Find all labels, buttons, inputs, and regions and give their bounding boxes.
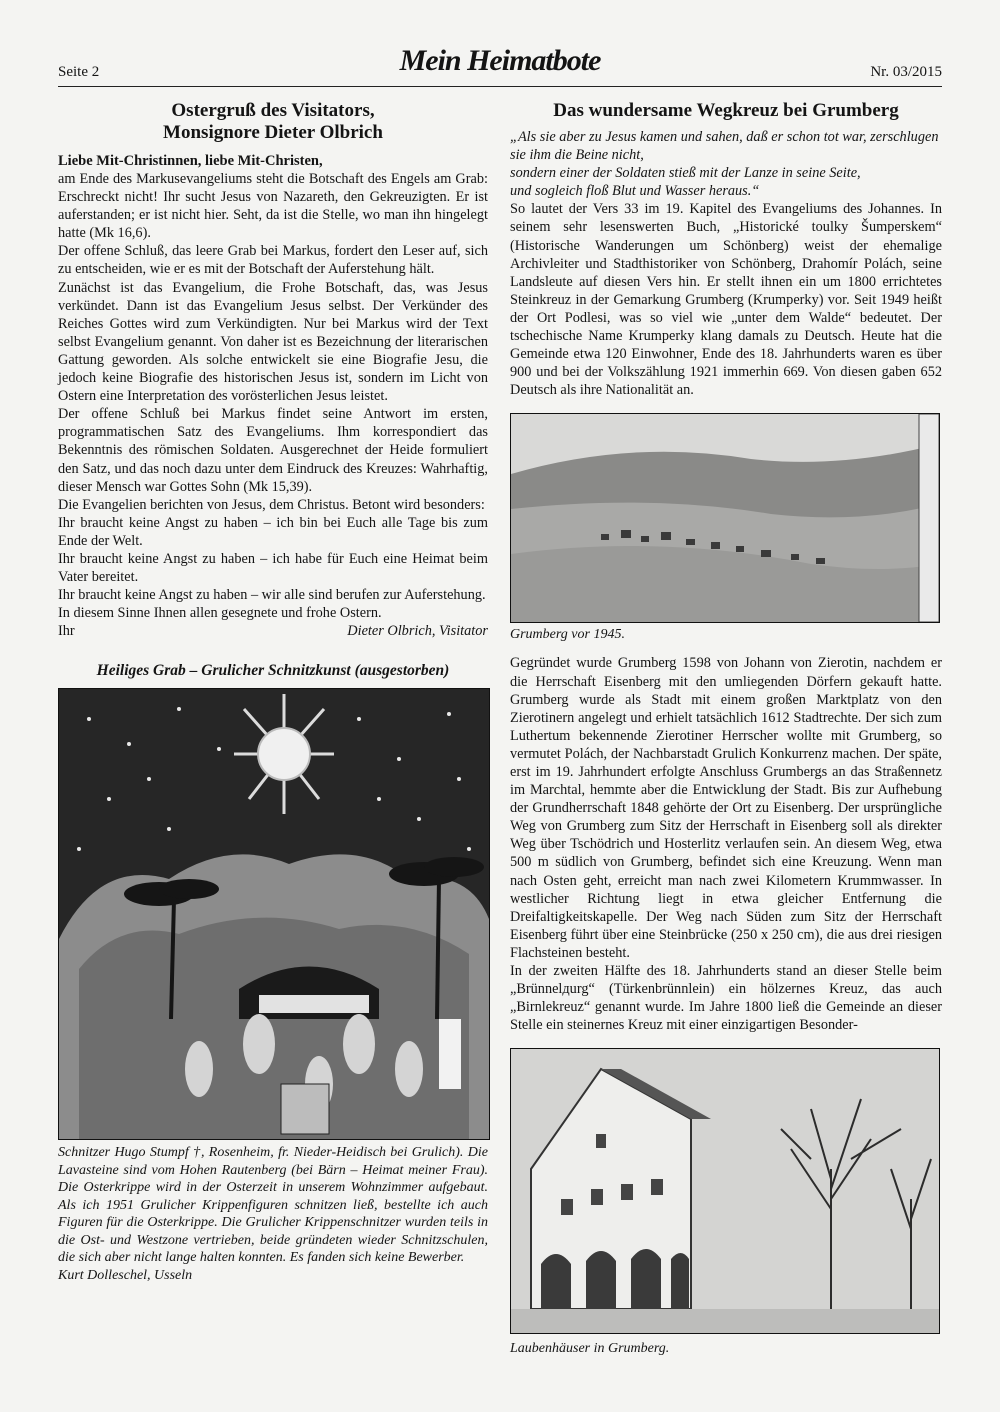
arcade-houses-illustration [511,1049,939,1333]
right-column [510,100,942,1368]
grumberg-photo-caption: Grumberg vor 1945. [510,627,625,643]
grumberg-village-photo [510,413,940,623]
holy-grave-caption: Schnitzer Hugo Stumpf †, Rosenheim, fr. Nieder-Heidisch bei Grulich). Die Lavasteine sind vom Hohen Rautenberg (bei Bärn – Heimat meiner Frau). Die Osterkrippe wird in der Osterzeit in unserem Wohnzimmer aufgebaut. Als ich 1951 Grulicher Krippenfiguren schnitzen ließ, bestellte ich auch Figuren für die Osterkrippe. Die Grulicher Krippenschnitzer wurden teils in die Ost- und Westzone vertrieben, beide gründeten wieder Schnitzschulen, die sich aber nicht lange halten konnten. Es fanden sich keine Bewerber. [58,1145,488,1266]
bible-quote: „Als sie aber zu Jesus kamen und sahen, daß er schon tot war, zerschlugen sie ihm die Beine nicht, sondern einer der Soldaten stieß mit der Lanze in seine Seite, und sogleich floß Blut und Wasser heraus.“ [510,129,939,200]
easter-greeting-body: am Ende des Markusevangeliums steht die Botschaft des Engels am Grab: Erschreckt nicht! Ihr sucht Jesus von Nazareth, den Gekreuzigten. Er ist auferstanden; er ist nicht hier. Seht, da ist die Stelle, wo man ihn hingelegt hatte (Mk 16,6). Der offene Schluß, das leere Grab bei Markus, fordert den Leser auf, sich zu entscheiden, wie er es mit der Botschaft der Auferstehung hält. Zunächst ist das Evangelium, die Frohe Botschaft, das, was Jesus verkündet. Dann ist das Evangelium Jesus selbst. Der Verkünder des Reiches Gottes wird zum Verkündigten. Nur bei Markus wird der Text selbst Evangelium genannt. Von daher ist es Bezeichnung der literarischen Gattung geworden. Als solche entwickelt sie eine Biografie Jesu, die jedoch keine Biografie des historischen Jesus ist, sondern im Licht von Ostern eine Interpretation des vorösterlichen Jesus leistet. Der offene Schluß bei Markus findet seine Antwort im ersten, programmatischen Satz des Evangeliums. Ihm korrespondiert das Bekenntnis des römischen Soldaten. Ausgerechnet der Heide formuliert den Satz, und das noch dazu unter dem Eindruck des Kreuzes: Wahrhaftig, dieser Mensch war Gottes Sohn (Mk 15,39). Die Evangelien berichten von Jesus, dem Christus. Betont wird besonders: Ihr braucht keine Angst zu haben – ich bin bei Euch alle Tage bis zum Ende der Welt. Ihr braucht keine Angst zu haben – ich habe für Euch eine Heimat beim Vater bereitet. Ihr braucht keine Angst zu haben – wir alle sind berufen zur Auferstehung. In diesem Sinne Ihnen allen gesegnete und frohe Ostern. [58,171,488,622]
holy-grave-illustration [59,689,489,1139]
grumberg-history: Gegründet wurde Grumberg 1598 von Johann von Zierotin, nachdem er die Herrschaft Eisenberg mit den umliegenden Dörfern gekauft hatte. Grumberg wurde als Stadt mit einem großen Marktplatz von den Zierotinern angelegt und erhielt tatsächlich 1612 Stadtrechte. Der sich zum Luthertum bekennende Zierotiner Herrscher wollte mit Grumberg, so vermutet Polách, der Nachbarstadt Grulich Konkurrenz machen. Der späte, erst im 19. Jahrhundert erfolgte Anschluss Grumbergs an das Straßennetz im Marchtal, hemmte aber die Entwicklung der Stadt. Bis zur Aufhebung der Grundherrschaft 1848 gehörte der Ort zu Eisenberg. Der ursprüngliche Weg von Grumberg zum Sitz der Herrschaft in Eisenberg soll als direkter Weg über Tschödrich und Hosterlitz verlaufen sein. An diesem Weg, etwa 500 m südlich von Grumberg, befindet sich eine Kreuzung. Wenn man nach Osten geht, erreicht man nach zwei Kilometern Krummwasser. In westlicher Richtung liegt in etwa gleicher Entfernung die Dreifaltigkeitskapelle. Der Weg nach Süden zum Sitz der Herrschaft Eisenberg führt über eine Steinbrücke (250 x 250 cm), die aus drei riesigen Flachsteinen besteht. [510,655,942,961]
holy-grave-credit: Kurt Dolleschel, Usseln [58,1267,193,1283]
header-divider [58,86,942,87]
issue-number: Nr. 03/2015 [870,64,942,80]
page-number: Seite 2 [58,64,100,80]
signature-row: Ihr Dieter Olbrich, Visitator [58,623,488,640]
arcade-houses-photo [510,1048,940,1334]
wayside-cross-intro: So lautet der Vers 33 im 19. Kapitel des Evangeliums des Johannes. In seinem sehr lesenswerten Buch, „Historické toulky Šumperskem“ (Historische Wanderungen um Schönberg) weist der ehemalige Archivleiter und Stadthistoriker von Schönberg, Drahomír Polách, seine Landsleute auf diesen Vers hin. Er stellt ihnen ein um 1800 errichtetes Steinkreuz in der Gemarkung Grumberg (Krumperky) vor. Seit 1949 heißt der Ort Podlesi, was so viel wie „unter dem Walde“ bedeutet. Der tschechische Name Krumperky klang damals zu Deutsch. Heute hat die Gemeinde etwa 120 Einwohner, Ende des 18. Jahrhunderts waren es über 900 und bei der Volkszählung 1921 immerhin 669. Von diesen gaben 652 Deutsch als ihre Nationalität an. [510,201,942,399]
masthead-logo: Mein Heimatbote [399,44,601,77]
wayside-cross-headline: Das wundersame Wegkreuz bei Grumberg [553,100,899,121]
signature-name: Dieter Olbrich, Visitator [347,623,488,640]
left-column [58,100,488,1284]
holy-grave-photo [58,688,490,1140]
arcade-houses-caption: Laubenhäuser in Grumberg. [510,1341,670,1357]
page-header [58,40,942,90]
wooden-cross-history: In der zweiten Hälfte des 18. Jahrhunderts stand an dieser Stelle beim „Brünnelдurg“ (Türkenbrünnlein) ein hölzernes Kreuz, das auch „Birnlekreuz“ genannt wurde. Im Jahre 1800 ließ die Gemeinde an dieser Stelle ein steinernes Kreuz mit einer einzigartigen Besonder- [510,963,942,1034]
grumberg-landscape [511,414,939,622]
holy-grave-title: Heiliges Grab – Grulicher Schnitzkunst (ausgestorben) [96,662,450,680]
easter-greeting-headline: Ostergruß des Visitators, Monsignore Dieter Olbrich [163,100,383,143]
salutation: Liebe Mit-Christinnen, liebe Mit-Christen, [58,153,323,169]
